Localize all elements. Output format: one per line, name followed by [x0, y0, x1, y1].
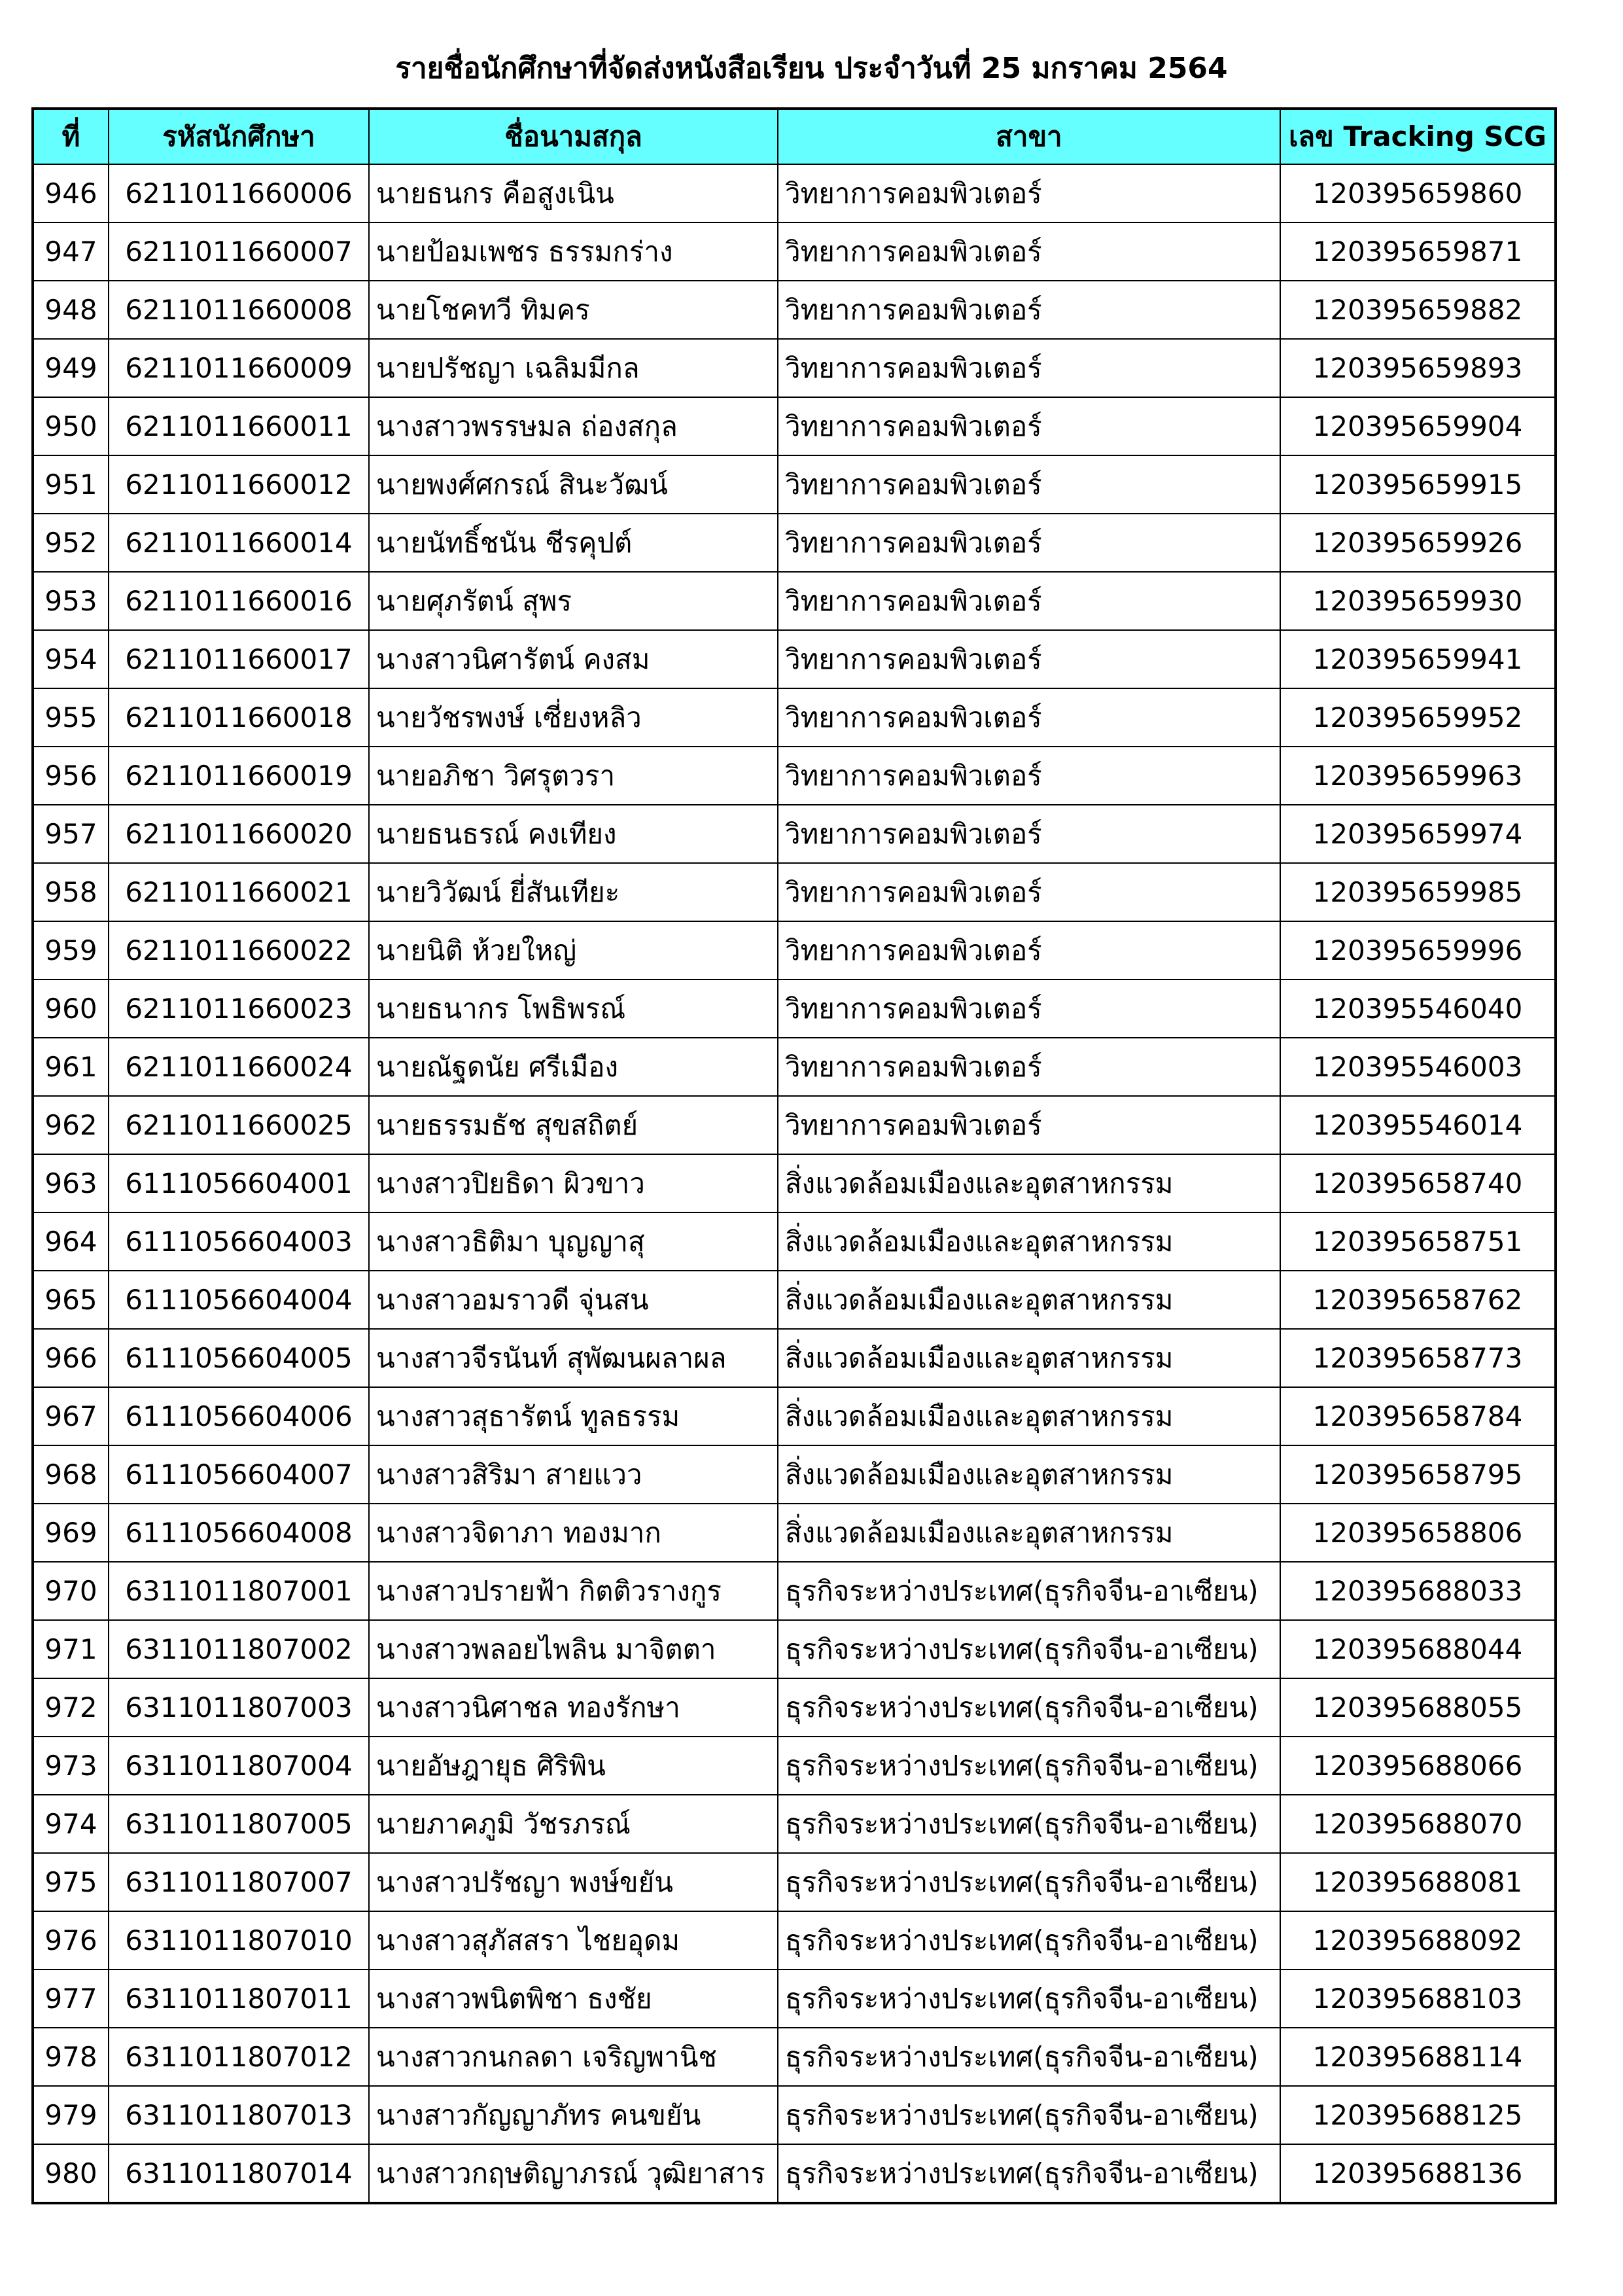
cell-major: วิทยาการคอมพิวเตอร์ — [778, 980, 1280, 1038]
table-row — [33, 572, 1556, 630]
cell-full-name: นางสาวกนกลดา เจริญพานิช — [369, 2028, 778, 2086]
cell-major: สิ่งแวดล้อมเมืองและอุตสาหกรรม — [778, 1329, 1280, 1387]
cell-full-name: นายธนากร โพธิพรณ์ — [369, 980, 778, 1038]
table-row — [33, 688, 1556, 747]
table-row — [33, 514, 1556, 572]
cell-full-name: นางสาวปรายฟ้า กิตติวรางกูร — [369, 1562, 778, 1620]
cell-student-id: 6311011807004 — [109, 1737, 369, 1795]
cell-tracking: 120395546040 — [1280, 980, 1556, 1038]
table-row — [33, 455, 1556, 514]
cell-no: 966 — [33, 1329, 109, 1387]
cell-tracking: 120395658762 — [1280, 1271, 1556, 1329]
cell-no: 955 — [33, 688, 109, 747]
cell-full-name: นายอัษฎายุธ ศิริพิน — [369, 1737, 778, 1795]
table-row — [33, 1038, 1556, 1096]
table-row — [33, 281, 1556, 339]
cell-student-id: 6211011660022 — [109, 921, 369, 980]
cell-tracking: 120395546003 — [1280, 1038, 1556, 1096]
cell-student-id: 6311011807001 — [109, 1562, 369, 1620]
student-shipment-table — [31, 107, 1557, 2204]
cell-major: ธุรกิจระหว่างประเทศ(ธุรกิจจีน-อาเซียน) — [778, 1911, 1280, 1969]
cell-student-id: 6311011807014 — [109, 2144, 369, 2203]
cell-tracking: 120395688103 — [1280, 1969, 1556, 2028]
cell-no: 979 — [33, 2086, 109, 2144]
cell-major: วิทยาการคอมพิวเตอร์ — [778, 630, 1280, 688]
cell-no: 952 — [33, 514, 109, 572]
table-row — [33, 397, 1556, 455]
cell-full-name: นายศุภรัตน์ สุพร — [369, 572, 778, 630]
cell-tracking: 120395658751 — [1280, 1212, 1556, 1271]
cell-tracking: 120395658784 — [1280, 1387, 1556, 1445]
cell-student-id: 6211011660006 — [109, 164, 369, 222]
table-row — [33, 1678, 1556, 1737]
cell-student-id: 6211011660021 — [109, 863, 369, 921]
table-row — [33, 1620, 1556, 1678]
cell-full-name: นางสาวพลอยไพลิน มาจิตตา — [369, 1620, 778, 1678]
cell-major: ธุรกิจระหว่างประเทศ(ธุรกิจจีน-อาเซียน) — [778, 2086, 1280, 2144]
cell-no: 960 — [33, 980, 109, 1038]
cell-full-name: นายป้อมเพชร ธรรมกร่าง — [369, 222, 778, 281]
cell-major: ธุรกิจระหว่างประเทศ(ธุรกิจจีน-อาเซียน) — [778, 1678, 1280, 1737]
cell-full-name: นายนัทธิ์ชนัน ชีรคุปต์ — [369, 514, 778, 572]
cell-student-id: 6211011660011 — [109, 397, 369, 455]
cell-student-id: 6211011660024 — [109, 1038, 369, 1096]
cell-student-id: 6211011660007 — [109, 222, 369, 281]
cell-tracking: 120395688081 — [1280, 1853, 1556, 1911]
cell-tracking: 120395688044 — [1280, 1620, 1556, 1678]
cell-student-id: 6311011807013 — [109, 2086, 369, 2144]
table-row — [33, 1329, 1556, 1387]
cell-student-id: 6211011660025 — [109, 1096, 369, 1154]
cell-full-name: นายพงศ์ศกรณ์ สินะวัฒน์ — [369, 455, 778, 514]
cell-no: 962 — [33, 1096, 109, 1154]
cell-student-id: 6111056604003 — [109, 1212, 369, 1271]
table-row — [33, 339, 1556, 397]
table-row — [33, 1911, 1556, 1969]
cell-student-id: 6111056604007 — [109, 1445, 369, 1504]
cell-major: ธุรกิจระหว่างประเทศ(ธุรกิจจีน-อาเซียน) — [778, 1853, 1280, 1911]
cell-student-id: 6311011807010 — [109, 1911, 369, 1969]
cell-major: วิทยาการคอมพิวเตอร์ — [778, 281, 1280, 339]
cell-tracking: 120395688114 — [1280, 2028, 1556, 2086]
cell-major: ธุรกิจระหว่างประเทศ(ธุรกิจจีน-อาเซียน) — [778, 2144, 1280, 2203]
cell-full-name: นางสาวสิริมา สายแวว — [369, 1445, 778, 1504]
cell-major: วิทยาการคอมพิวเตอร์ — [778, 455, 1280, 514]
cell-major: ธุรกิจระหว่างประเทศ(ธุรกิจจีน-อาเซียน) — [778, 2028, 1280, 2086]
cell-student-id: 6311011807011 — [109, 1969, 369, 2028]
table-row — [33, 164, 1556, 222]
cell-tracking: 120395688092 — [1280, 1911, 1556, 1969]
cell-tracking: 120395659963 — [1280, 747, 1556, 805]
cell-major: สิ่งแวดล้อมเมืองและอุตสาหกรรม — [778, 1212, 1280, 1271]
cell-major: วิทยาการคอมพิวเตอร์ — [778, 222, 1280, 281]
cell-full-name: นางสาวนิศาชล ทองรักษา — [369, 1678, 778, 1737]
cell-student-id: 6111056604004 — [109, 1271, 369, 1329]
cell-tracking: 120395659882 — [1280, 281, 1556, 339]
header-full-name: ชื่อนามสกุล — [369, 109, 778, 164]
cell-full-name: นางสาวนิศารัตน์ คงสม — [369, 630, 778, 688]
cell-major: วิทยาการคอมพิวเตอร์ — [778, 514, 1280, 572]
cell-student-id: 6211011660018 — [109, 688, 369, 747]
cell-tracking: 120395658795 — [1280, 1445, 1556, 1504]
cell-full-name: นางสาวพนิตพิชา ธงชัย — [369, 1969, 778, 2028]
cell-tracking: 120395659926 — [1280, 514, 1556, 572]
cell-tracking: 120395659985 — [1280, 863, 1556, 921]
cell-tracking: 120395658773 — [1280, 1329, 1556, 1387]
cell-student-id: 6111056604006 — [109, 1387, 369, 1445]
table-body — [33, 164, 1556, 2203]
cell-tracking: 120395659871 — [1280, 222, 1556, 281]
cell-no: 958 — [33, 863, 109, 921]
cell-major: ธุรกิจระหว่างประเทศ(ธุรกิจจีน-อาเซียน) — [778, 1737, 1280, 1795]
cell-no: 969 — [33, 1504, 109, 1562]
table-row — [33, 1795, 1556, 1853]
cell-no: 968 — [33, 1445, 109, 1504]
cell-full-name: นายโชคทวี ทิมคร — [369, 281, 778, 339]
cell-no: 951 — [33, 455, 109, 514]
cell-tracking: 120395688066 — [1280, 1737, 1556, 1795]
cell-full-name: นางสาวธิติมา บุญญาสุ — [369, 1212, 778, 1271]
cell-no: 946 — [33, 164, 109, 222]
cell-full-name: นางสาวจีรนันท์ สุพัฒนผลาผล — [369, 1329, 778, 1387]
cell-tracking: 120395659974 — [1280, 805, 1556, 863]
cell-student-id: 6211011660020 — [109, 805, 369, 863]
cell-major: ธุรกิจระหว่างประเทศ(ธุรกิจจีน-อาเซียน) — [778, 1969, 1280, 2028]
cell-no: 980 — [33, 2144, 109, 2203]
cell-full-name: นางสาวปิยธิดา ผิวขาว — [369, 1154, 778, 1212]
cell-full-name: นางสาวกัญญาภัทร คนขยัน — [369, 2086, 778, 2144]
cell-student-id: 6211011660019 — [109, 747, 369, 805]
cell-full-name: นายปรัชญา เฉลิมมีกล — [369, 339, 778, 397]
cell-no: 976 — [33, 1911, 109, 1969]
cell-major: วิทยาการคอมพิวเตอร์ — [778, 1038, 1280, 1096]
cell-full-name: นายวิวัฒน์ ยี่สันเทียะ — [369, 863, 778, 921]
cell-major: ธุรกิจระหว่างประเทศ(ธุรกิจจีน-อาเซียน) — [778, 1620, 1280, 1678]
cell-full-name: นายธนธรณ์ คงเทียง — [369, 805, 778, 863]
cell-no: 957 — [33, 805, 109, 863]
cell-tracking: 120395659952 — [1280, 688, 1556, 747]
table-row — [33, 1737, 1556, 1795]
cell-full-name: นางสาวจิดาภา ทองมาก — [369, 1504, 778, 1562]
cell-no: 964 — [33, 1212, 109, 1271]
cell-no: 949 — [33, 339, 109, 397]
cell-major: สิ่งแวดล้อมเมืองและอุตสาหกรรม — [778, 1445, 1280, 1504]
cell-no: 954 — [33, 630, 109, 688]
header-major: สาขา — [778, 109, 1280, 164]
page-title: รายชื่อนักศึกษาที่จัดส่งหนังสือเรียน ประจำวันที่ 25 มกราคม 2564 — [395, 52, 1228, 85]
cell-student-id: 6211011660023 — [109, 980, 369, 1038]
cell-major: ธุรกิจระหว่างประเทศ(ธุรกิจจีน-อาเซียน) — [778, 1562, 1280, 1620]
cell-no: 961 — [33, 1038, 109, 1096]
header-student-id: รหัสนักศึกษา — [109, 109, 369, 164]
cell-no: 974 — [33, 1795, 109, 1853]
cell-student-id: 6211011660014 — [109, 514, 369, 572]
cell-student-id: 6311011807002 — [109, 1620, 369, 1678]
table-row — [33, 921, 1556, 980]
table-row — [33, 1562, 1556, 1620]
cell-major: วิทยาการคอมพิวเตอร์ — [778, 572, 1280, 630]
cell-student-id: 6211011660008 — [109, 281, 369, 339]
cell-no: 950 — [33, 397, 109, 455]
cell-major: วิทยาการคอมพิวเตอร์ — [778, 805, 1280, 863]
cell-major: ธุรกิจระหว่างประเทศ(ธุรกิจจีน-อาเซียน) — [778, 1795, 1280, 1853]
cell-no: 948 — [33, 281, 109, 339]
cell-tracking: 120395659941 — [1280, 630, 1556, 688]
cell-student-id: 6311011807003 — [109, 1678, 369, 1737]
cell-full-name: นายณัฐดนัย ศรีเมือง — [369, 1038, 778, 1096]
cell-student-id: 6211011660012 — [109, 455, 369, 514]
cell-full-name: นายธรรมธัช สุขสถิตย์ — [369, 1096, 778, 1154]
cell-full-name: นางสาวอมราวดี จุ่นสน — [369, 1271, 778, 1329]
cell-no: 971 — [33, 1620, 109, 1678]
cell-tracking: 120395688136 — [1280, 2144, 1556, 2203]
header-no: ที่ — [33, 109, 109, 164]
table-row — [33, 2086, 1556, 2144]
table-row — [33, 1504, 1556, 1562]
cell-no: 977 — [33, 1969, 109, 2028]
cell-no: 970 — [33, 1562, 109, 1620]
cell-no: 975 — [33, 1853, 109, 1911]
cell-tracking: 120395659893 — [1280, 339, 1556, 397]
cell-tracking: 120395659860 — [1280, 164, 1556, 222]
cell-no: 967 — [33, 1387, 109, 1445]
cell-no: 953 — [33, 572, 109, 630]
cell-student-id: 6211011660017 — [109, 630, 369, 688]
cell-full-name: นายอภิชา วิศรุตวรา — [369, 747, 778, 805]
table-row — [33, 805, 1556, 863]
cell-tracking: 120395688055 — [1280, 1678, 1556, 1737]
table-row — [33, 1445, 1556, 1504]
cell-full-name: นายนิติ ห้วยใหญ่ — [369, 921, 778, 980]
cell-tracking: 120395659904 — [1280, 397, 1556, 455]
table-row — [33, 630, 1556, 688]
cell-tracking: 120395659915 — [1280, 455, 1556, 514]
cell-major: สิ่งแวดล้อมเมืองและอุตสาหกรรม — [778, 1504, 1280, 1562]
cell-major: วิทยาการคอมพิวเตอร์ — [778, 747, 1280, 805]
cell-no: 963 — [33, 1154, 109, 1212]
cell-no: 959 — [33, 921, 109, 980]
cell-student-id: 6311011807007 — [109, 1853, 369, 1911]
table-row — [33, 2144, 1556, 2203]
header-tracking: เลข Tracking SCG — [1280, 109, 1556, 164]
cell-no: 973 — [33, 1737, 109, 1795]
cell-student-id: 6211011660009 — [109, 339, 369, 397]
cell-tracking: 120395658740 — [1280, 1154, 1556, 1212]
cell-full-name: นายธนกร คือสูงเนิน — [369, 164, 778, 222]
table-row — [33, 980, 1556, 1038]
cell-student-id: 6311011807005 — [109, 1795, 369, 1853]
cell-full-name: นายภาคภูมิ วัชรภรณ์ — [369, 1795, 778, 1853]
cell-student-id: 6111056604008 — [109, 1504, 369, 1562]
cell-tracking: 120395688033 — [1280, 1562, 1556, 1620]
cell-major: วิทยาการคอมพิวเตอร์ — [778, 688, 1280, 747]
table-row — [33, 2028, 1556, 2086]
cell-major: สิ่งแวดล้อมเมืองและอุตสาหกรรม — [778, 1154, 1280, 1212]
cell-full-name: นางสาวพรรษมล ถ่องสกุล — [369, 397, 778, 455]
cell-student-id: 6111056604001 — [109, 1154, 369, 1212]
table-header-row — [33, 109, 1556, 164]
cell-major: วิทยาการคอมพิวเตอร์ — [778, 921, 1280, 980]
table-row — [33, 863, 1556, 921]
table-row — [33, 1271, 1556, 1329]
cell-no: 972 — [33, 1678, 109, 1737]
table-row — [33, 1969, 1556, 2028]
table-row — [33, 1154, 1556, 1212]
cell-major: วิทยาการคอมพิวเตอร์ — [778, 397, 1280, 455]
cell-tracking: 120395688125 — [1280, 2086, 1556, 2144]
cell-tracking: 120395688070 — [1280, 1795, 1556, 1853]
table-row — [33, 222, 1556, 281]
cell-major: วิทยาการคอมพิวเตอร์ — [778, 863, 1280, 921]
cell-student-id: 6311011807012 — [109, 2028, 369, 2086]
cell-student-id: 6111056604005 — [109, 1329, 369, 1387]
cell-full-name: นางสาวปรัชญา พงษ์ขยัน — [369, 1853, 778, 1911]
cell-major: วิทยาการคอมพิวเตอร์ — [778, 1096, 1280, 1154]
cell-full-name: นางสาวกฤษติญาภรณ์ วุฒิยาสาร — [369, 2144, 778, 2203]
cell-tracking: 120395659996 — [1280, 921, 1556, 980]
cell-major: วิทยาการคอมพิวเตอร์ — [778, 339, 1280, 397]
table-row — [33, 1212, 1556, 1271]
cell-no: 956 — [33, 747, 109, 805]
cell-full-name: นายวัชรพงษ์ เซี่ยงหลิว — [369, 688, 778, 747]
cell-tracking: 120395659930 — [1280, 572, 1556, 630]
table-row — [33, 1387, 1556, 1445]
cell-major: วิทยาการคอมพิวเตอร์ — [778, 164, 1280, 222]
table-row — [33, 1853, 1556, 1911]
cell-no: 965 — [33, 1271, 109, 1329]
cell-tracking: 120395658806 — [1280, 1504, 1556, 1562]
table-row — [33, 747, 1556, 805]
table-row — [33, 1096, 1556, 1154]
cell-no: 947 — [33, 222, 109, 281]
cell-full-name: นางสาวสุภัสสรา ไชยอุดม — [369, 1911, 778, 1969]
cell-student-id: 6211011660016 — [109, 572, 369, 630]
cell-major: สิ่งแวดล้อมเมืองและอุตสาหกรรม — [778, 1387, 1280, 1445]
cell-no: 978 — [33, 2028, 109, 2086]
cell-full-name: นางสาวสุธารัตน์ ทูลธรรม — [369, 1387, 778, 1445]
cell-major: สิ่งแวดล้อมเมืองและอุตสาหกรรม — [778, 1271, 1280, 1329]
cell-tracking: 120395546014 — [1280, 1096, 1556, 1154]
